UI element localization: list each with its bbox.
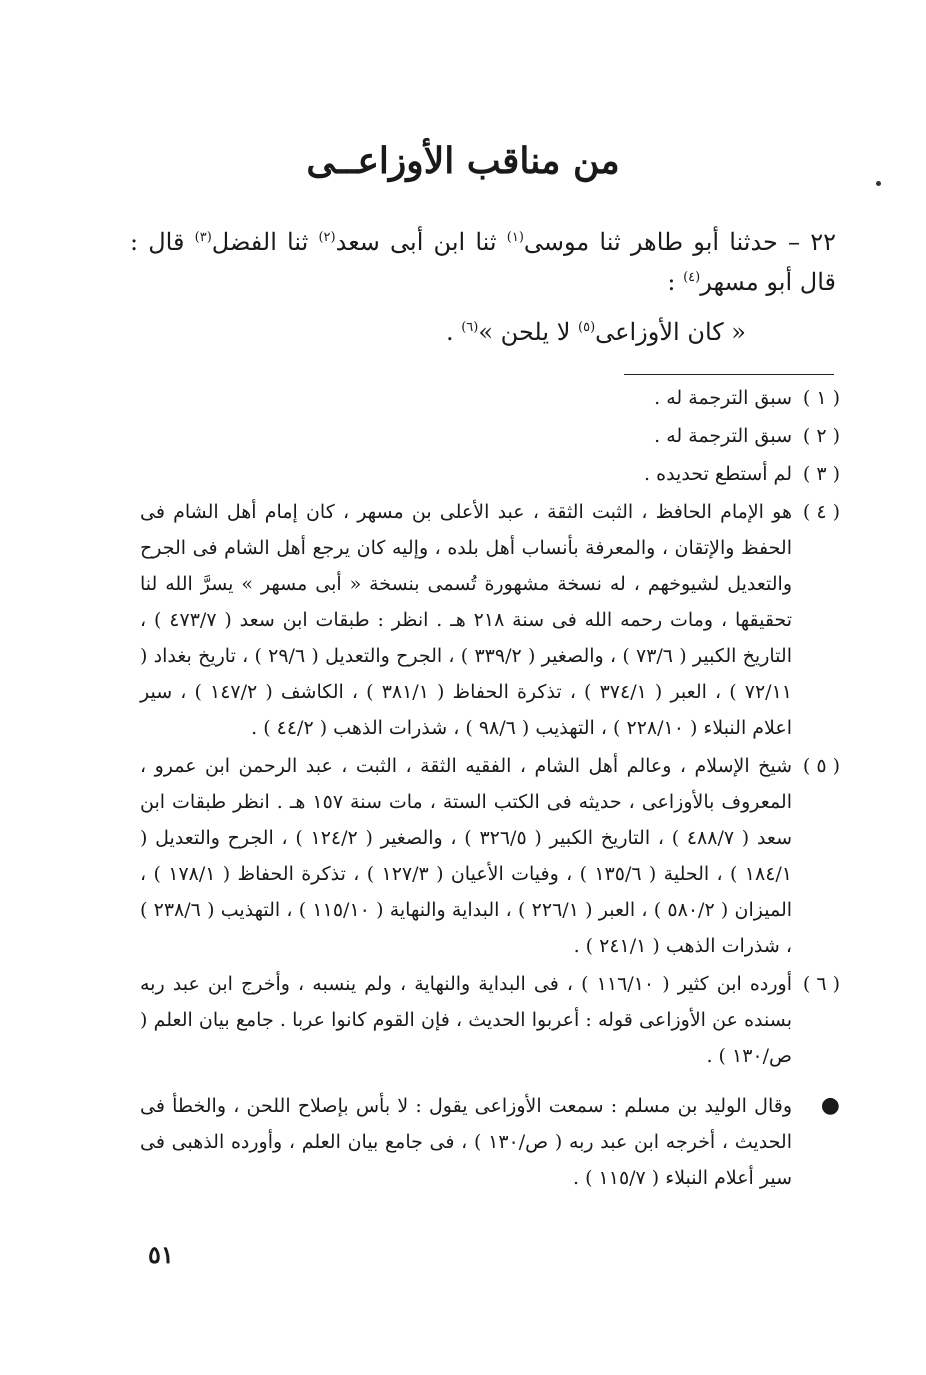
footnote-text: أورده ابن كثير ( ١١٦/١٠ ) ، فى البداية والنهاية ، ولم ينسبه ، وأخرج ابن عبد ربه بسنده عن الأوزاعى قوله : أعربوا الحديث ، فإن القوم كانوا عربا . جامع بيان العلم ( ص/١٣٠ ) . bbox=[140, 973, 792, 1067]
footnote-text: هو الإمام الحافظ ، الثبت الثقة ، عبد الأعلى بن مسهر ، كان إمام أهل الشام فى الحفظ والإتقان ، والمعرفة بأنساب أهل بلده ، وإليه كان يرجع أهل الشام فى الجرح والتعديل لشيوخهم ، له نسخة مشهورة تُسمى بنسخة « أبى مسهر » يسرَّ الله لنا تحقيقها ، ومات رحمه الله فى سنة ٢١٨ هـ . انظر : طبقات ابن سعد ( ٤٧٣/٧ ) ، التاريخ الكبير ( ٧٣/٦ ) ، والصغير ( ٣٣٩/٢ ) ، الجرح والتعديل ( ٢٩/٦ ) ، تاريخ بغداد ( ٧٢/١١ ) ، العبر ( ٣٧٤/١ ) ، تذكرة الحفاظ ( ٣٨١/١ ) ، الكاشف ( ١٤٧/٢ ) ، سير اعلام النبلاء ( ٢٢٨/١٠ ) ، التهذيب ( ٩٨/٦ ) ، شذرات الذهب ( ٤٤/٢ ) . bbox=[140, 501, 792, 739]
footnotes-section bbox=[140, 380, 840, 1196]
main-text bbox=[130, 222, 836, 352]
footnote-1 bbox=[140, 380, 840, 416]
footnote-2 bbox=[140, 418, 840, 454]
footnote-text: لم أستطع تحديده . bbox=[644, 463, 792, 485]
footnote-separator-rule bbox=[624, 374, 834, 375]
additional-note-text: وقال الوليد بن مسلم : سمعت الأوزاعى يقول : لا بأس بإصلاح اللحن ، والخطأ فى الحديث ، أخرجه ابن عبد ربه ( ص/١٣٠ ) ، فى جامع بيان العلم ، وأورده الذهبى فى سير أعلام النبلاء ( ١١٥/٧ ) . bbox=[140, 1095, 792, 1189]
quote-text-segment: . bbox=[445, 318, 462, 346]
margin-dot-mark bbox=[876, 181, 881, 186]
footnote-number: ( ٥ ) bbox=[802, 755, 840, 777]
quote-line bbox=[130, 312, 836, 352]
footnote-number: ( ١ ) bbox=[802, 387, 840, 409]
page-number: ٥١ bbox=[148, 1240, 174, 1269]
footnote-5 bbox=[140, 748, 840, 964]
footnote-ref-2[interactable]: (٢) bbox=[318, 230, 336, 245]
footnote-text: سبق الترجمة له . bbox=[654, 387, 792, 409]
footnote-text: سبق الترجمة له . bbox=[654, 425, 792, 447]
hadith-text-segment: ثنا ابن أبى سعد bbox=[335, 228, 507, 256]
hadith-text-segment: ثنا الفضل bbox=[211, 228, 319, 256]
bullet-icon: ● bbox=[820, 1093, 840, 1118]
footnote-ref-5[interactable]: (٥) bbox=[578, 320, 596, 335]
footnote-number: ( ٦ ) bbox=[802, 973, 840, 995]
hadith-paragraph bbox=[130, 222, 836, 302]
hadith-text-segment: : bbox=[667, 268, 684, 296]
footnote-number: ( ٢ ) bbox=[802, 425, 840, 447]
hadith-text-segment: ٢٢ – حدثنا أبو طاهر ثنا موسى bbox=[523, 228, 836, 256]
footnote-number: ( ٣ ) bbox=[802, 463, 840, 485]
footnote-ref-6[interactable]: (٦) bbox=[461, 320, 479, 335]
footnote-6 bbox=[140, 966, 840, 1074]
footnote-3 bbox=[140, 456, 840, 492]
footnote-ref-1[interactable]: (١) bbox=[506, 230, 524, 245]
footnote-ref-4[interactable]: (٤) bbox=[683, 270, 701, 285]
footnote-ref-3[interactable]: (٣) bbox=[194, 230, 212, 245]
footnote-4 bbox=[140, 494, 840, 746]
footnote-text: شيخ الإسلام ، وعالم أهل الشام ، الفقيه الثقة ، الثبت ، عبد الرحمن ابن عمرو ، المعروف بالأوزاعى ، حديثه فى الكتب الستة ، مات سنة ١٥٧ هـ . انظر طبقات ابن سعد ( ٤٨٨/٧ ) ، التاريخ الكبير ( ٣٢٦/٥ ) ، والصغير ( ١٢٤/٢ ) ، الجرح والتعديل ( ١٨٤/١ ) ، الحلية ( ١٣٥/٦ ) ، وفيات الأعيان ( ١٢٧/٣ ) ، تذكرة الحفاظ ( ١٧٨/١ ) ، الميزان ( ٥٨٠/٢ ) ، العبر ( ٢٢٦/١ ) ، البداية والنهاية ( ١١٥/١٠ ) ، التهذيب ( ٢٣٨/٦ ) ، شذرات الذهب ( ٢٤١/١ ) . bbox=[140, 755, 793, 957]
hadith-text-segment: قال : قال أبو مسهر bbox=[130, 228, 836, 296]
footnote-number: ( ٤ ) bbox=[802, 501, 840, 523]
quote-text-segment: « كان الأوزاعى bbox=[595, 318, 746, 346]
page-title: من مناقب الأوزاعــى bbox=[306, 140, 620, 182]
quote-text-segment: لا يلحن » bbox=[478, 318, 579, 346]
additional-note bbox=[140, 1088, 840, 1196]
